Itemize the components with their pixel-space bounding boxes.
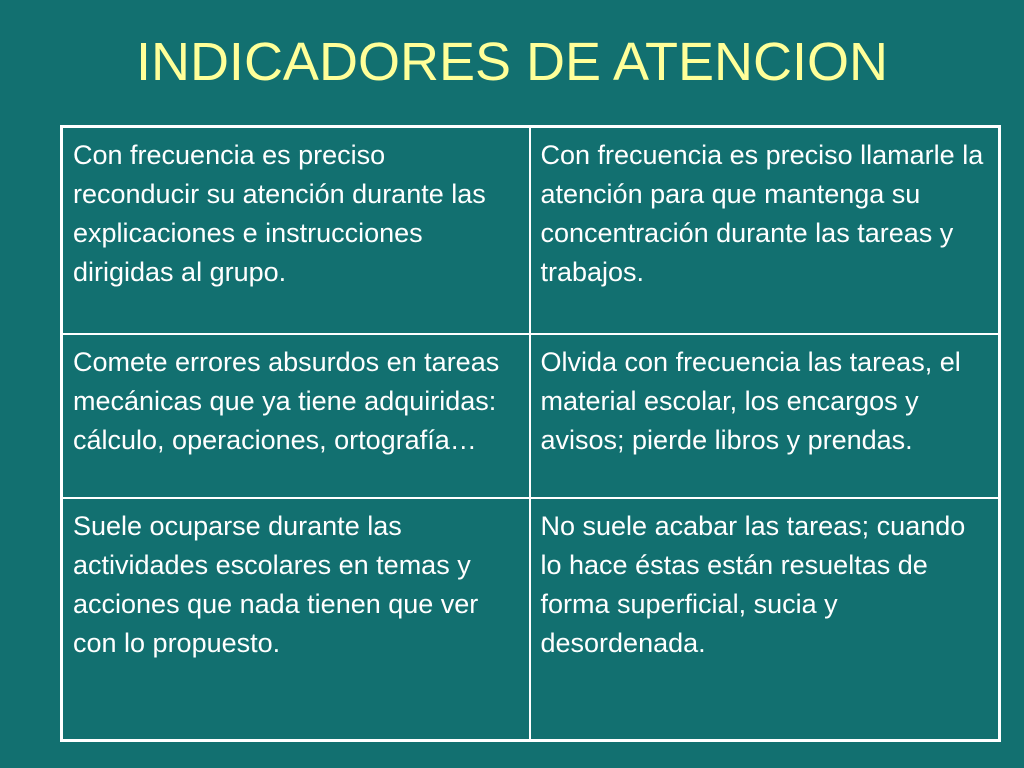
table-cell-left: Comete errores absurdos en tareas mecánicas que ya tiene adquiridas: cálculo, operaciones, ortografía… (62, 334, 530, 498)
table-row (62, 334, 1000, 498)
table-cell-right: Con frecuencia es preciso llamarle la atención para que mantenga su concentración durante las tareas y trabajos. (530, 127, 1000, 335)
table-row (62, 127, 1000, 335)
table-cell-left: Con frecuencia es preciso reconducir su atención durante las explicaciones e instrucciones dirigidas al grupo. (62, 127, 530, 335)
table-cell-right: Olvida con frecuencia las tareas, el material escolar, los encargos y avisos; pierde libros y prendas. (530, 334, 1000, 498)
table-cell-left: Suele ocuparse durante las actividades escolares en temas y acciones que nada tienen que ver con lo propuesto. (62, 498, 530, 741)
indicators-table (60, 125, 1001, 742)
table-row (62, 498, 1000, 741)
table-cell-right: No suele acabar las tareas; cuando lo hace éstas están resueltas de forma superficial, sucia y desordenada. (530, 498, 1000, 741)
slide-title: INDICADORES DE ATENCION (135, 32, 889, 92)
